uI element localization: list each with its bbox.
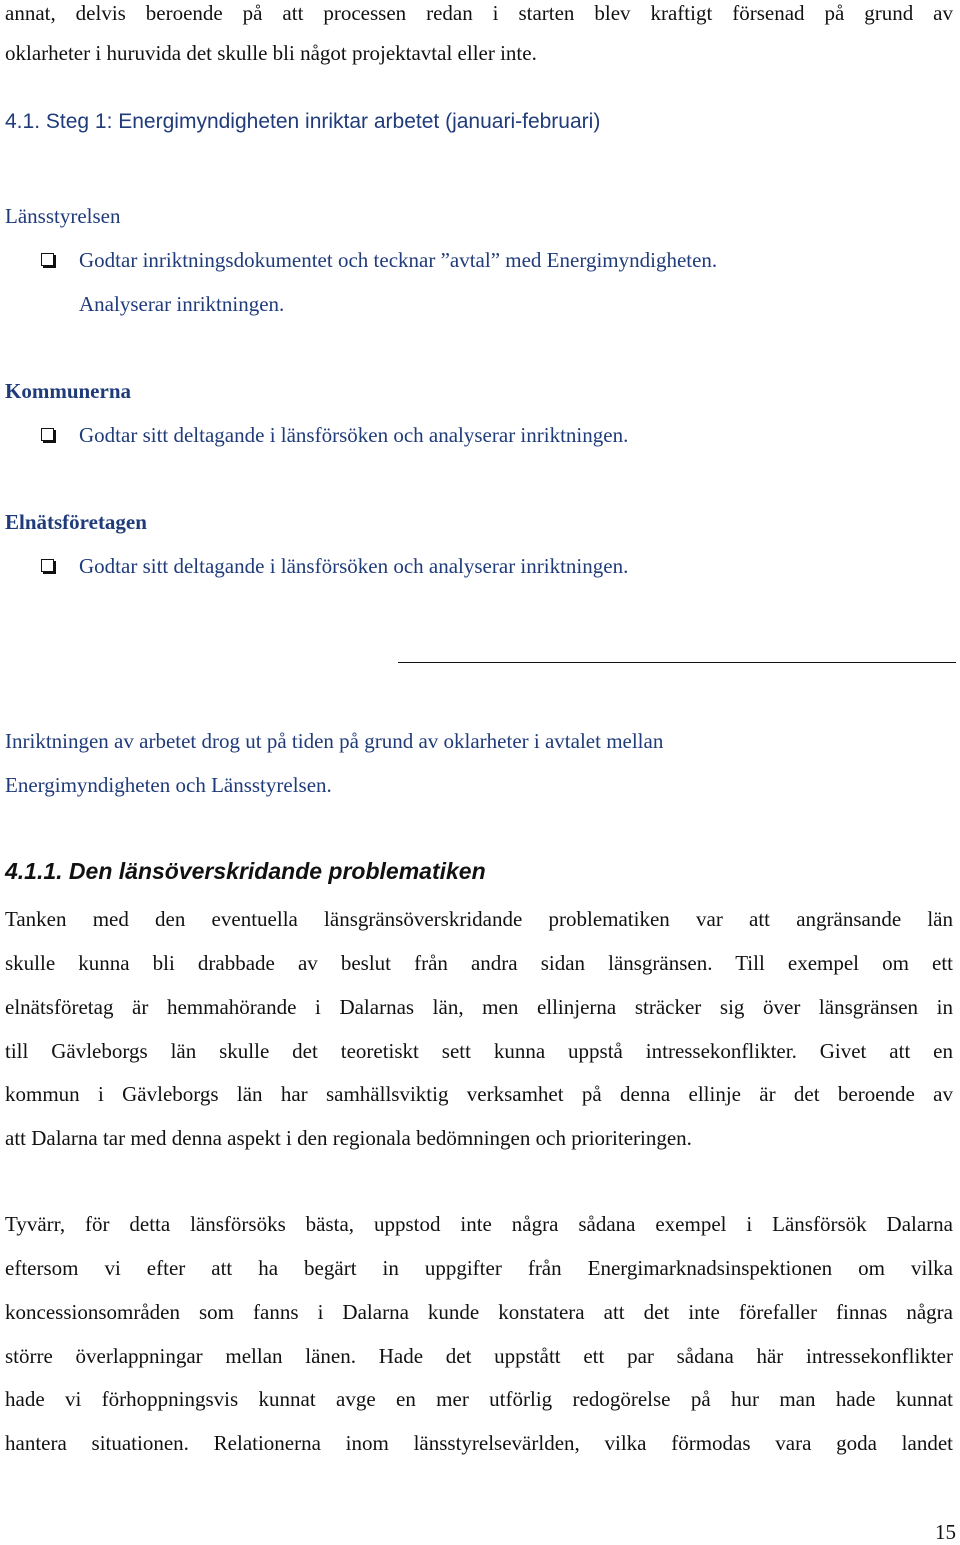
list-item: Godtar sitt deltagande i länsförsöken och analyserar inriktningen. [79,423,629,447]
group-heading-lansstyrelsen: Länsstyrelsen [5,204,121,228]
intro-line-2: oklarheter i huruvida det skulle bli något projektavtal eller inte. [5,41,537,65]
paragraph-2-line-5: hade vi förhoppningsvis kunnat avge en mer utförlig redogörelse på hur man hade kunnat [5,1387,953,1411]
paragraph-1-line-4: till Gävleborgs län skulle det teoretiskt sett kunna uppstå intressekonflikter. Givet att en [5,1039,953,1063]
paragraph-1-line-1: Tanken med den eventuella länsgränsöverskridande problematiken var att angränsande län [5,907,953,931]
paragraph-2-line-3: koncessionsområden som fanns i Dalarna kunde konstatera att det inte förefaller finnas några [5,1300,953,1324]
note-line-1: Inriktningen av arbetet drog ut på tiden på grund av oklarheter i avtalet mellan [5,729,664,753]
note-line-2: Energimyndigheten och Länsstyrelsen. [5,773,332,797]
section-title: 4.1. Steg 1: Energimyndigheten inriktar arbetet (januari-februari) [5,110,601,133]
list-item-extra: Analyserar inriktningen. [79,292,285,316]
paragraph-2-line-1: Tyvärr, för detta länsförsöks bästa, uppstod inte några sådana exempel i Länsförsök Dalarna [5,1212,953,1236]
horizontal-rule [398,662,956,663]
paragraph-2-line-2: eftersom vi efter att ha begärt in uppgifter från Energimarknadsinspektionen om vilka [5,1256,953,1280]
group-heading-elnatsforetagen: Elnätsföretagen [5,510,147,534]
paragraph-1-line-6: att Dalarna tar med denna aspekt i den regionala bedömningen och prioriteringen. [5,1126,692,1150]
subsection-title: 4.1.1. Den länsöverskridande problematiken [5,858,486,884]
list-item: Godtar inriktningsdokumentet och tecknar ”avtal” med Energimyndigheten. [79,248,718,272]
paragraph-1-line-3: elnätsföretag är hemmahörande i Dalarnas län, men ellinjerna sträcker sig över länsgränsen in [5,995,953,1019]
checkbox-bullet-icon [41,253,54,266]
list-item: Godtar sitt deltagande i länsförsöken och analyserar inriktningen. [79,554,629,578]
intro-line-1: annat, delvis beroende på att processen redan i starten blev kraftigt försenad på grund av [5,1,953,25]
paragraph-2-line-6: hantera situationen. Relationerna inom länsstyrelsevärlden, vilka förmodas vara goda landet [5,1431,953,1455]
group-heading-kommunerna: Kommunerna [5,379,131,403]
checkbox-bullet-icon [41,428,54,441]
paragraph-1-line-5: kommun i Gävleborgs län har samhällsviktig verksamhet på denna ellinje är det beroende av [5,1082,953,1106]
page-number: 15 [935,1520,956,1544]
paragraph-1-line-2: skulle kunna bli drabbade av beslut från andra sidan länsgränsen. Till exempel om ett [5,951,953,975]
checkbox-bullet-icon [41,559,54,572]
paragraph-2-line-4: större överlappningar mellan länen. Hade det uppstått ett par sådana här intressekonflikter [5,1344,953,1368]
